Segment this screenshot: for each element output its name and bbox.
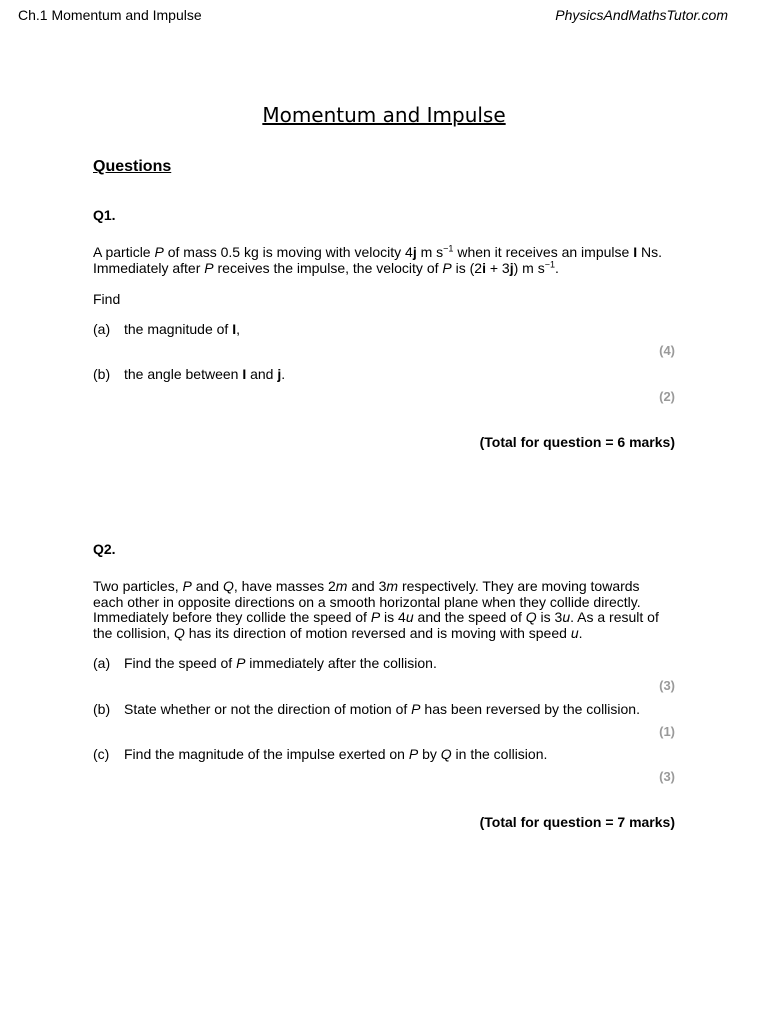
q2-intro: Two particles, P and Q, have masses 2m and 3m respectively. They are moving towards each other in opposite directions on a smooth horizontal plane when they collide directly. Immediately before they collide the speed of P is 4u and the speed of Q is 3u. As a result of the collision, Q has its direction of motion reversed and is moving with speed u. — [93, 578, 659, 641]
q1-part-b: (b) the angle between I and j. — [93, 366, 286, 382]
q2-label: Q2. — [93, 541, 116, 557]
q2-part-c-marks: (3) — [659, 769, 675, 784]
page-title: Momentum and Impulse — [262, 103, 506, 127]
q2-part-b-marks: (1) — [659, 724, 675, 739]
q2-part-a-marks: (3) — [659, 678, 675, 693]
q2-part-a: (a) Find the speed of P immediately after the collision. — [93, 655, 437, 671]
q1-part-b-marks: (2) — [659, 389, 675, 404]
q1-intro: A particle P of mass 0.5 kg is moving with velocity 4j m $s^{-1}$ when it receives an impulse I Ns. Immediately after P receives the impulse, the velocity of P is (2i + 3j) m $s^{-1}$. — [93, 243, 662, 276]
header-site: PhysicsAndMathsTutor.com — [555, 7, 728, 23]
q2-part-c: (c) Find the magnitude of the impulse exerted on P by Q in the collision. — [93, 746, 548, 762]
q1-label: Q1. — [93, 207, 116, 223]
header-chapter: Ch.1 Momentum and Impulse — [18, 7, 202, 23]
section-heading: Questions — [93, 158, 172, 175]
q1-part-a: (a) the magnitude of I, — [93, 321, 240, 337]
q2-part-b: (b) State whether or not the direction of motion of P has been reversed by the collision. — [93, 701, 640, 717]
q2-total: (Total for question = 7 marks) — [479, 814, 675, 830]
q1-part-a-marks: (4) — [659, 343, 675, 358]
q1-total: (Total for question = 6 marks) — [479, 434, 675, 450]
q1-find: Find — [93, 291, 121, 307]
